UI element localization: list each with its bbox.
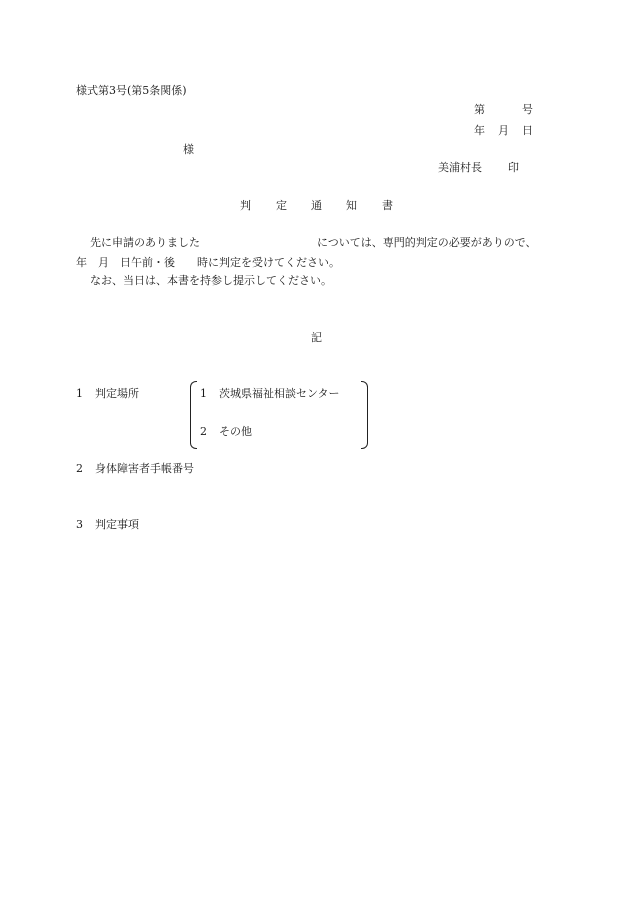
form-label: 様式第3号(第5条関係): [76, 84, 187, 97]
issuer-seal: 印: [508, 161, 519, 174]
body-line1-a: 先に申請のありました: [90, 236, 200, 249]
option-text: 茨城県福祉相談センター: [219, 387, 340, 400]
right-bracket: [361, 381, 368, 449]
date-day: 日: [522, 124, 533, 137]
doc-title-char: 定: [276, 199, 287, 212]
option-number: 2: [200, 425, 207, 438]
option-number: 1: [200, 387, 207, 400]
issuer-title: 美浦村長: [438, 161, 482, 174]
item-label: 身体障害者手帳番号: [95, 462, 194, 475]
body-line1-b: については、専門的判定の必要がありので、: [317, 236, 537, 249]
ki-heading: 記: [311, 331, 322, 344]
date-year: 年: [474, 124, 485, 137]
doc-title-char: 書: [382, 199, 393, 212]
number-prefix: 第: [474, 103, 485, 116]
item-label: 判定場所: [95, 387, 139, 400]
doc-title-char: 判: [240, 199, 251, 212]
body-line3: なお、当日は、本書を持参し提示してください。: [90, 274, 332, 287]
item-number: 2: [76, 462, 83, 475]
left-bracket: [190, 381, 197, 449]
doc-title-char: 通: [311, 199, 322, 212]
item-label: 判定事項: [95, 518, 139, 531]
number-suffix: 号: [522, 103, 533, 116]
addressee-suffix: 様: [183, 143, 194, 156]
body-line2: 年 月 日午前・後 時に判定を受けてください。: [76, 256, 340, 269]
item-number: 3: [76, 518, 83, 531]
date-month: 月: [498, 124, 509, 137]
doc-title-char: 知: [346, 199, 357, 212]
option-text: その他: [219, 425, 252, 438]
item-number: 1: [76, 387, 83, 400]
